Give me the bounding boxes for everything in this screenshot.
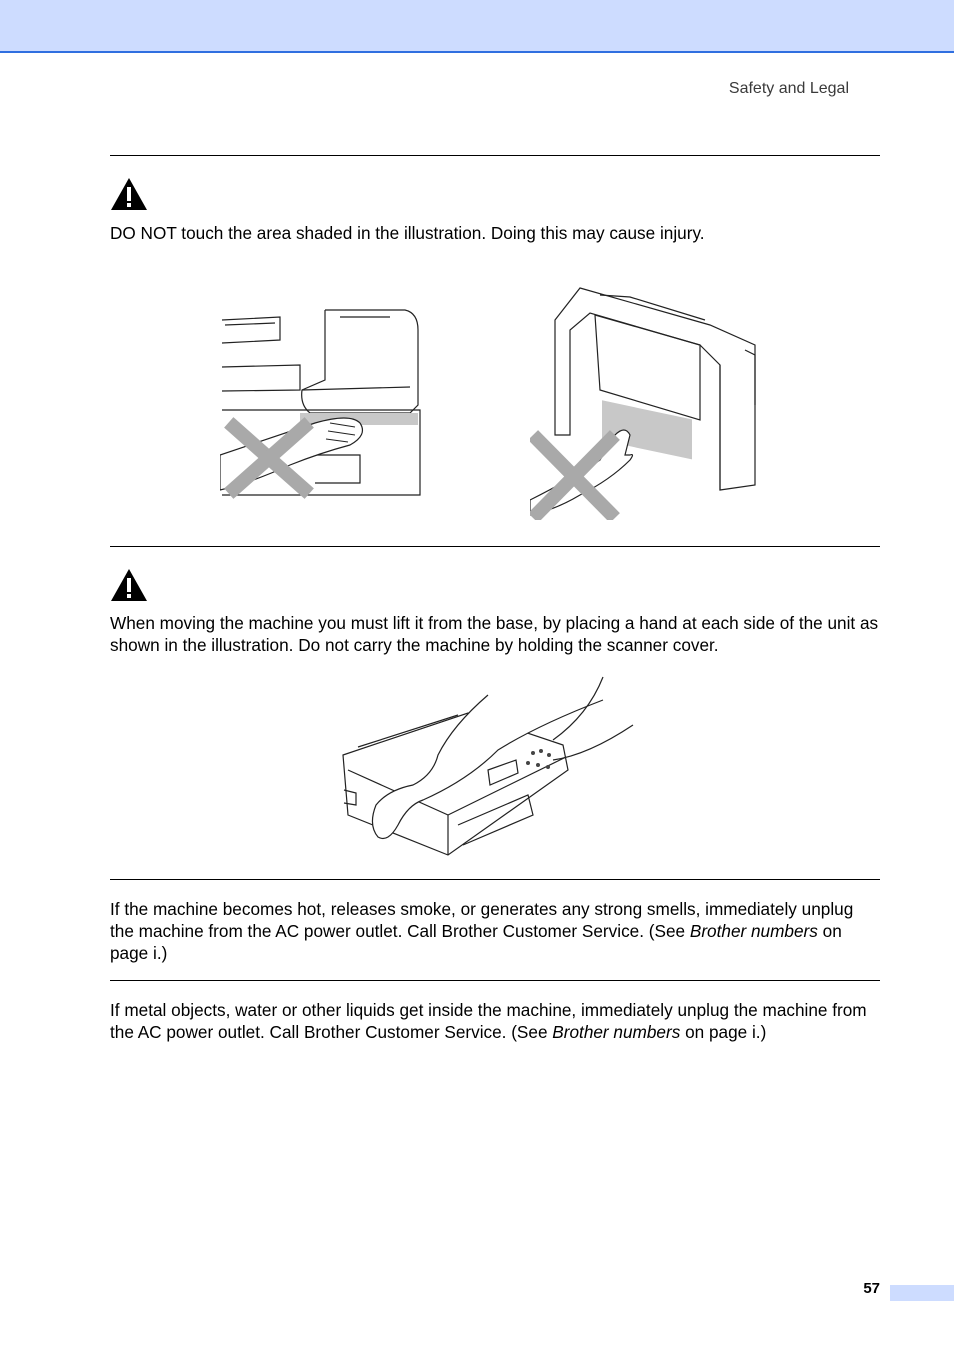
cross-reference-brother-numbers[interactable]: Brother numbers <box>689 921 818 941</box>
header-band <box>0 0 954 53</box>
text-segment: on page i.) <box>110 921 842 963</box>
caution-text-overheat <box>110 898 880 964</box>
section-divider <box>110 155 880 156</box>
running-title: Safety and Legal <box>728 80 849 97</box>
text-segment: If the machine becomes hot, releases smoke, or generates any strong smells, immediately unplug the machine from the AC power outlet. Call Brother Customer Service. (See <box>110 899 854 941</box>
illustration-shaded-area-front <box>530 285 760 520</box>
section-divider <box>110 879 880 880</box>
warning-text: DO NOT touch the area shaded in the illustration. Doing this may cause injury. <box>110 223 705 243</box>
warning-text: When moving the machine you must lift it from the base, by placing a hand at each side of the unit as shown in the illustration. Do not carry the machine by holding the scanner cover. <box>110 613 879 655</box>
text-segment: If metal objects, water or other liquids get inside the machine, immediately unplug the machine from the AC power outlet. Call Brother Customer Service. (See <box>110 1000 867 1042</box>
caution-text-liquids <box>110 999 880 1043</box>
section-divider <box>110 546 880 547</box>
page-tab-marker <box>890 1285 954 1301</box>
illustration-lifting-machine <box>338 675 638 863</box>
page-number: 57 <box>863 1280 880 1297</box>
warning-icon <box>110 177 148 211</box>
text-segment: on page i.) <box>680 1022 767 1042</box>
section-divider <box>110 980 880 981</box>
warning-icon <box>110 568 148 602</box>
cross-reference-brother-numbers[interactable]: Brother numbers <box>552 1022 681 1042</box>
illustration-shaded-area-side <box>220 305 425 500</box>
